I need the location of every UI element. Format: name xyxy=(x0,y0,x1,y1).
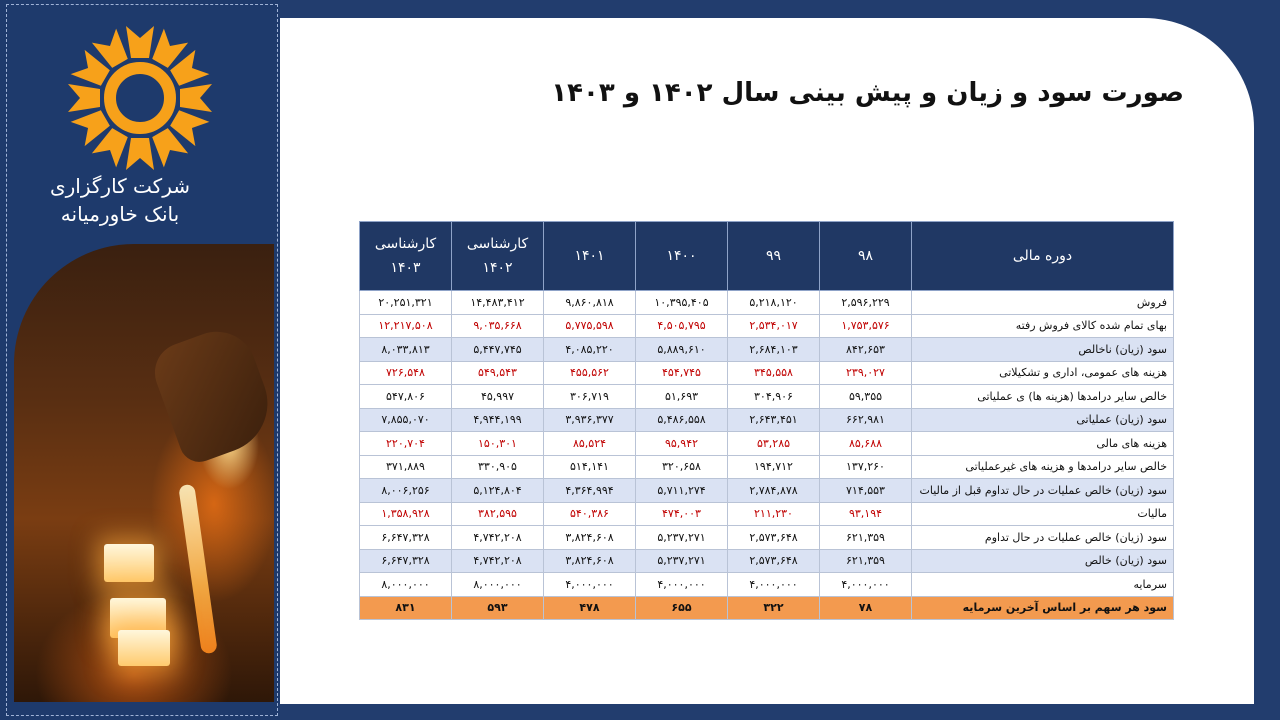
molten-stream xyxy=(178,484,218,655)
page-title: صورت سود و زیان و پیش بینی سال ۱۴۰۲ و ۱۴۰۳ xyxy=(551,78,1184,108)
row-value: ۸,۰۰۰,۰۰۰ xyxy=(360,573,452,597)
row-value: ۵,۴۴۷,۷۴۵ xyxy=(452,338,544,362)
row-value: ۳,۹۳۶,۳۷۷ xyxy=(544,408,636,432)
row-value: ۲,۵۷۳,۶۴۸ xyxy=(728,549,820,573)
row-value: ۸۴۲,۶۵۳ xyxy=(820,338,912,362)
row-value: ۵۹,۳۵۵ xyxy=(820,385,912,409)
row-value: ۵,۴۸۶,۵۵۸ xyxy=(636,408,728,432)
row-value: ۲۰,۲۵۱,۳۲۱ xyxy=(360,291,452,315)
row-value: ۵,۱۲۴,۸۰۴ xyxy=(452,479,544,503)
row-value: ۳,۸۲۴,۶۰۸ xyxy=(544,549,636,573)
income-statement-table xyxy=(359,221,1174,620)
row-value: ۱۰,۳۹۵,۴۰۵ xyxy=(636,291,728,315)
row-label: فروش xyxy=(912,291,1174,315)
row-value: ۸۳۱ xyxy=(360,596,452,620)
row-value: ۸,۰۰۰,۰۰۰ xyxy=(452,573,544,597)
row-value: ۶۲۱,۳۵۹ xyxy=(820,549,912,573)
row-value: ۵,۸۸۹,۶۱۰ xyxy=(636,338,728,362)
table-row xyxy=(360,573,1174,597)
row-value: ۶۶۲,۹۸۱ xyxy=(820,408,912,432)
row-value: ۴,۰۰۰,۰۰۰ xyxy=(728,573,820,597)
row-value: ۱۹۴,۷۱۲ xyxy=(728,455,820,479)
table-row xyxy=(360,479,1174,503)
row-value: ۸۵,۶۸۸ xyxy=(820,432,912,456)
row-value: ۷۱۴,۵۵۳ xyxy=(820,479,912,503)
row-value: ۸,۰۰۶,۲۵۶ xyxy=(360,479,452,503)
row-value: ۴۵,۹۹۷ xyxy=(452,385,544,409)
row-value: ۵۳,۲۸۵ xyxy=(728,432,820,456)
header-1400: ۱۴۰۰ xyxy=(636,222,728,291)
brand-line-2: بانک خاورمیانه xyxy=(60,202,180,226)
row-value: ۵۱,۶۹۳ xyxy=(636,385,728,409)
row-value: ۱۴,۴۸۳,۴۱۲ xyxy=(452,291,544,315)
row-value: ۴,۰۸۵,۲۲۰ xyxy=(544,338,636,362)
table-row xyxy=(360,432,1174,456)
row-value: ۲,۶۴۳,۴۵۱ xyxy=(728,408,820,432)
row-label: سود هر سهم بر اساس آخرین سرمایه xyxy=(912,596,1174,620)
table-row xyxy=(360,596,1174,620)
row-value: ۴۷۴,۰۰۳ xyxy=(636,502,728,526)
row-value: ۴,۳۶۴,۹۹۴ xyxy=(544,479,636,503)
row-label: خالص سایر درامدها (هزینه ها) ی عملیاتی xyxy=(912,385,1174,409)
row-value: ۶۵۵ xyxy=(636,596,728,620)
sidebar xyxy=(0,0,280,720)
row-value: ۵,۷۱۱,۲۷۴ xyxy=(636,479,728,503)
row-label: سود (زیان) ناخالص xyxy=(912,338,1174,362)
table-row xyxy=(360,502,1174,526)
row-value: ۴,۹۴۴,۱۹۹ xyxy=(452,408,544,432)
row-value: ۶,۶۴۷,۳۲۸ xyxy=(360,526,452,550)
row-value: ۲,۵۷۳,۶۴۸ xyxy=(728,526,820,550)
brand-line-1: شرکت کارگزاری xyxy=(49,174,190,198)
header-99: ۹۹ xyxy=(728,222,820,291)
row-value: ۵۴۷,۸۰۶ xyxy=(360,385,452,409)
logo-petal xyxy=(180,84,212,112)
table-header-row xyxy=(360,222,1174,291)
table-row xyxy=(360,361,1174,385)
row-value: ۹,۸۶۰,۸۱۸ xyxy=(544,291,636,315)
header-1401: ۱۴۰۱ xyxy=(544,222,636,291)
row-value: ۵,۷۷۵,۵۹۸ xyxy=(544,314,636,338)
row-value: ۳۲۲ xyxy=(728,596,820,620)
steel-factory-photo xyxy=(14,244,274,702)
row-value: ۳۸۲,۵۹۵ xyxy=(452,502,544,526)
row-value: ۵۴۰,۳۸۶ xyxy=(544,502,636,526)
row-value: ۱,۷۵۳,۵۷۶ xyxy=(820,314,912,338)
row-value: ۵,۲۳۷,۲۷۱ xyxy=(636,526,728,550)
row-value: ۶,۶۴۷,۳۲۸ xyxy=(360,549,452,573)
header-1402-forecast: کارشناسی ۱۴۰۲ xyxy=(452,222,544,291)
row-value: ۵۹۳ xyxy=(452,596,544,620)
row-label: سود (زیان) عملیاتی xyxy=(912,408,1174,432)
row-label: هزینه های عمومی، اداری و تشکیلاتی xyxy=(912,361,1174,385)
table-row xyxy=(360,526,1174,550)
row-value: ۹۵,۹۴۲ xyxy=(636,432,728,456)
table-row xyxy=(360,385,1174,409)
header-period: دوره مالی xyxy=(912,222,1174,291)
row-value: ۵۴۹,۵۴۳ xyxy=(452,361,544,385)
sun-logo-icon xyxy=(64,22,216,174)
row-value: ۵,۲۱۸,۱۲۰ xyxy=(728,291,820,315)
row-value: ۶۲۱,۳۵۹ xyxy=(820,526,912,550)
row-value: ۵,۲۳۷,۲۷۱ xyxy=(636,549,728,573)
row-value: ۲۲۰,۷۰۴ xyxy=(360,432,452,456)
row-label: خالص سایر درامدها و هزینه های غیرعملیاتی xyxy=(912,455,1174,479)
row-value: ۴,۷۴۲,۲۰۸ xyxy=(452,526,544,550)
ingot-glow xyxy=(118,630,170,666)
row-value: ۲۳۹,۰۲۷ xyxy=(820,361,912,385)
row-value: ۴,۷۴۲,۲۰۸ xyxy=(452,549,544,573)
row-value: ۲,۵۳۴,۰۱۷ xyxy=(728,314,820,338)
logo-petal xyxy=(126,138,154,170)
row-label: مالیات xyxy=(912,502,1174,526)
row-value: ۴۵۴,۷۴۵ xyxy=(636,361,728,385)
row-value: ۳۳۰,۹۰۵ xyxy=(452,455,544,479)
ingot-glow xyxy=(104,544,154,582)
row-label: سود (زیان) خالص xyxy=(912,549,1174,573)
row-value: ۷۸ xyxy=(820,596,912,620)
row-value: ۱,۳۵۸,۹۲۸ xyxy=(360,502,452,526)
row-value: ۴۷۸ xyxy=(544,596,636,620)
ladle-shape xyxy=(146,321,274,468)
row-value: ۷۲۶,۵۴۸ xyxy=(360,361,452,385)
row-value: ۴,۰۰۰,۰۰۰ xyxy=(636,573,728,597)
row-value: ۴,۰۰۰,۰۰۰ xyxy=(544,573,636,597)
table-row xyxy=(360,549,1174,573)
table-row xyxy=(360,291,1174,315)
row-value: ۳۰۶,۷۱۹ xyxy=(544,385,636,409)
row-value: ۴۵۵,۵۶۲ xyxy=(544,361,636,385)
header-98: ۹۸ xyxy=(820,222,912,291)
row-value: ۲,۵۹۶,۲۲۹ xyxy=(820,291,912,315)
row-value: ۳۷۱,۸۸۹ xyxy=(360,455,452,479)
table-row xyxy=(360,314,1174,338)
row-value: ۳۲۰,۶۵۸ xyxy=(636,455,728,479)
row-value: ۱۳۷,۲۶۰ xyxy=(820,455,912,479)
row-label: سود (زیان) خالص عملیات در حال تداوم xyxy=(912,526,1174,550)
row-value: ۱۲,۲۱۷,۵۰۸ xyxy=(360,314,452,338)
row-label: سرمایه xyxy=(912,573,1174,597)
row-value: ۷,۸۵۵,۰۷۰ xyxy=(360,408,452,432)
row-value: ۲۱۱,۲۳۰ xyxy=(728,502,820,526)
row-value: ۴,۰۰۰,۰۰۰ xyxy=(820,573,912,597)
row-value: ۸۵,۵۲۴ xyxy=(544,432,636,456)
brand-name xyxy=(20,172,220,228)
row-value: ۴,۵۰۵,۷۹۵ xyxy=(636,314,728,338)
table-row xyxy=(360,408,1174,432)
row-value: ۱۵۰,۳۰۱ xyxy=(452,432,544,456)
row-value: ۹,۰۳۵,۶۶۸ xyxy=(452,314,544,338)
row-value: ۳,۸۲۴,۶۰۸ xyxy=(544,526,636,550)
row-value: ۲,۷۸۴,۸۷۸ xyxy=(728,479,820,503)
logo-petal xyxy=(126,26,154,58)
table-row xyxy=(360,338,1174,362)
row-value: ۵۱۴,۱۴۱ xyxy=(544,455,636,479)
row-value: ۲,۶۸۴,۱۰۳ xyxy=(728,338,820,362)
logo-petal xyxy=(68,84,100,112)
row-label: هزینه های مالی xyxy=(912,432,1174,456)
row-value: ۳۰۴,۹۰۶ xyxy=(728,385,820,409)
row-value: ۸,۰۳۳,۸۱۳ xyxy=(360,338,452,362)
row-label: سود (زیان) خالص عملیات در حال تداوم قبل از مالیات xyxy=(912,479,1174,503)
row-value: ۳۴۵,۵۵۸ xyxy=(728,361,820,385)
table-row xyxy=(360,455,1174,479)
row-value: ۹۳,۱۹۴ xyxy=(820,502,912,526)
row-label: بهای تمام شده کالای فروش رفته xyxy=(912,314,1174,338)
header-1403-forecast: کارشناسی ۱۴۰۳ xyxy=(360,222,452,291)
